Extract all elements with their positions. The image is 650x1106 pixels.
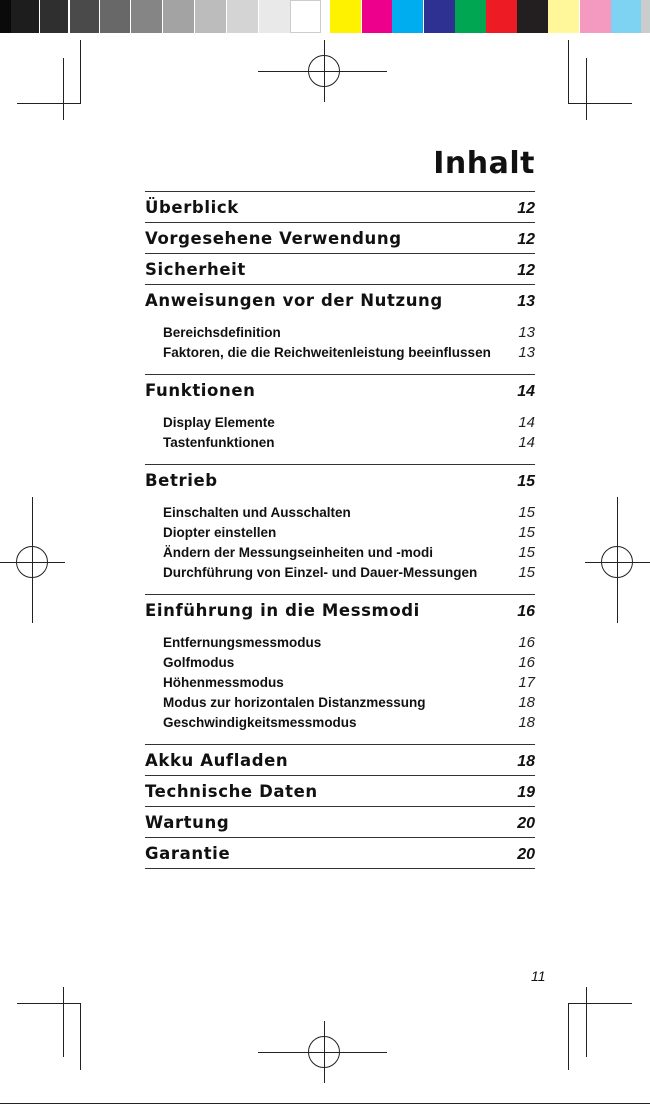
trim-line (0, 1103, 650, 1104)
color-swatch (392, 0, 423, 33)
toc-subentries (145, 405, 535, 464)
section-title: Technische Daten (145, 782, 318, 801)
toc-subentry (163, 502, 535, 522)
subentry-title: Einschalten und Ausschalten (163, 504, 351, 520)
toc-subentries (145, 495, 535, 594)
page-title: Inhalt (433, 146, 535, 181)
toc-section (145, 254, 535, 284)
subentry-title: Tastenfunktionen (163, 434, 275, 450)
toc-section-heading (145, 595, 535, 625)
toc-section (145, 223, 535, 253)
toc-section-heading (145, 838, 535, 868)
subentry-title: Durchführung von Einzel- und Dauer-Messungen (163, 564, 478, 580)
color-swatch (611, 0, 641, 33)
toc-subentry (163, 672, 535, 692)
section-page-number: 19 (517, 784, 535, 801)
section-page-number: 13 (517, 293, 535, 310)
color-swatch (195, 0, 226, 33)
subentry-page-number: 15 (518, 503, 535, 521)
section-title: Überblick (145, 198, 239, 217)
toc-subentries (145, 315, 535, 374)
subentry-title: Geschwindigkeitsmessmodus (163, 714, 357, 730)
toc-subentry (163, 562, 535, 582)
subentry-title: Golfmodus (163, 654, 235, 670)
subentry-page-number: 18 (518, 693, 535, 711)
color-swatch (362, 0, 393, 33)
section-page-number: 20 (517, 815, 535, 832)
toc-section (145, 285, 535, 374)
page-number: 11 (531, 968, 546, 984)
toc-subentry (163, 632, 535, 652)
subentry-page-number: 14 (518, 413, 535, 431)
toc-section (145, 192, 535, 222)
section-page-number: 20 (517, 846, 535, 863)
subentry-title: Entfernungsmessmodus (163, 634, 322, 650)
subentry-title: Bereichsdefinition (163, 324, 281, 340)
section-title: Vorgesehene Verwendung (145, 229, 402, 248)
toc-subentry (163, 342, 535, 362)
toc-section-heading (145, 192, 535, 222)
section-title: Betrieb (145, 471, 218, 490)
section-title: Funktionen (145, 381, 256, 400)
color-swatch (290, 0, 321, 33)
subentry-page-number: 18 (518, 713, 535, 731)
subentry-page-number: 13 (518, 343, 535, 361)
toc-section-heading (145, 223, 535, 253)
section-page-number: 18 (517, 753, 535, 770)
toc-subentry (163, 712, 535, 732)
color-swatch (0, 0, 11, 33)
color-swatch (548, 0, 579, 33)
toc-section (145, 745, 535, 775)
toc-subentry (163, 432, 535, 452)
subentry-title: Faktoren, die die Reichweitenleistung beeinflussen (163, 344, 491, 360)
section-divider (145, 868, 535, 869)
toc-section-heading (145, 776, 535, 806)
section-title: Wartung (145, 813, 230, 832)
subentry-page-number: 13 (518, 323, 535, 341)
color-swatch (259, 0, 290, 33)
subentry-page-number: 17 (518, 673, 535, 691)
color-swatch (131, 0, 162, 33)
subentry-title: Ändern der Messungseinheiten und -modi (163, 544, 434, 560)
toc-subentry (163, 542, 535, 562)
section-title: Anweisungen vor der Nutzung (145, 291, 443, 310)
toc-section (145, 807, 535, 837)
section-title: Garantie (145, 844, 231, 863)
table-of-contents (145, 191, 535, 869)
toc-subentry (163, 652, 535, 672)
toc-section (145, 375, 535, 464)
subentry-page-number: 15 (518, 563, 535, 581)
subentry-page-number: 15 (518, 543, 535, 561)
toc-section (145, 838, 535, 868)
color-swatch (424, 0, 455, 33)
color-swatch (100, 0, 130, 33)
toc-subentry (163, 692, 535, 712)
toc-section-heading (145, 375, 535, 405)
toc-subentry (163, 522, 535, 542)
section-page-number: 15 (517, 473, 535, 490)
color-swatch (11, 0, 39, 33)
section-title: Sicherheit (145, 260, 246, 279)
color-swatch (70, 0, 99, 33)
toc-subentries (145, 625, 535, 744)
subentry-title: Diopter einstellen (163, 524, 277, 540)
toc-section (145, 595, 535, 744)
section-page-number: 12 (517, 231, 535, 248)
section-page-number: 12 (517, 262, 535, 279)
toc-section-heading (145, 465, 535, 495)
color-swatch (40, 0, 68, 33)
color-swatch (163, 0, 194, 33)
subentry-title: Display Elemente (163, 414, 275, 430)
color-swatch (641, 0, 650, 33)
section-title: Akku Aufladen (145, 751, 289, 770)
section-page-number: 12 (517, 200, 535, 217)
toc-section-heading (145, 254, 535, 284)
toc-section (145, 465, 535, 594)
subentry-page-number: 14 (518, 433, 535, 451)
toc-section-heading (145, 285, 535, 315)
color-swatch (517, 0, 548, 33)
toc-section-heading (145, 745, 535, 775)
color-swatch (455, 0, 486, 33)
color-swatch (580, 0, 611, 33)
toc-subentry (163, 412, 535, 432)
toc-section (145, 776, 535, 806)
subentry-page-number: 16 (518, 633, 535, 651)
section-title: Einführung in die Messmodi (145, 601, 420, 620)
color-swatch (486, 0, 517, 33)
toc-subentry (163, 322, 535, 342)
toc-section-heading (145, 807, 535, 837)
color-swatch (227, 0, 258, 33)
subentry-page-number: 15 (518, 523, 535, 541)
section-page-number: 14 (517, 383, 535, 400)
subentry-title: Modus zur horizontalen Distanzmessung (163, 694, 426, 710)
section-page-number: 16 (517, 603, 535, 620)
color-calibration-bar (0, 0, 650, 33)
subentry-title: Höhenmessmodus (163, 674, 284, 690)
subentry-page-number: 16 (518, 653, 535, 671)
color-swatch (330, 0, 361, 33)
